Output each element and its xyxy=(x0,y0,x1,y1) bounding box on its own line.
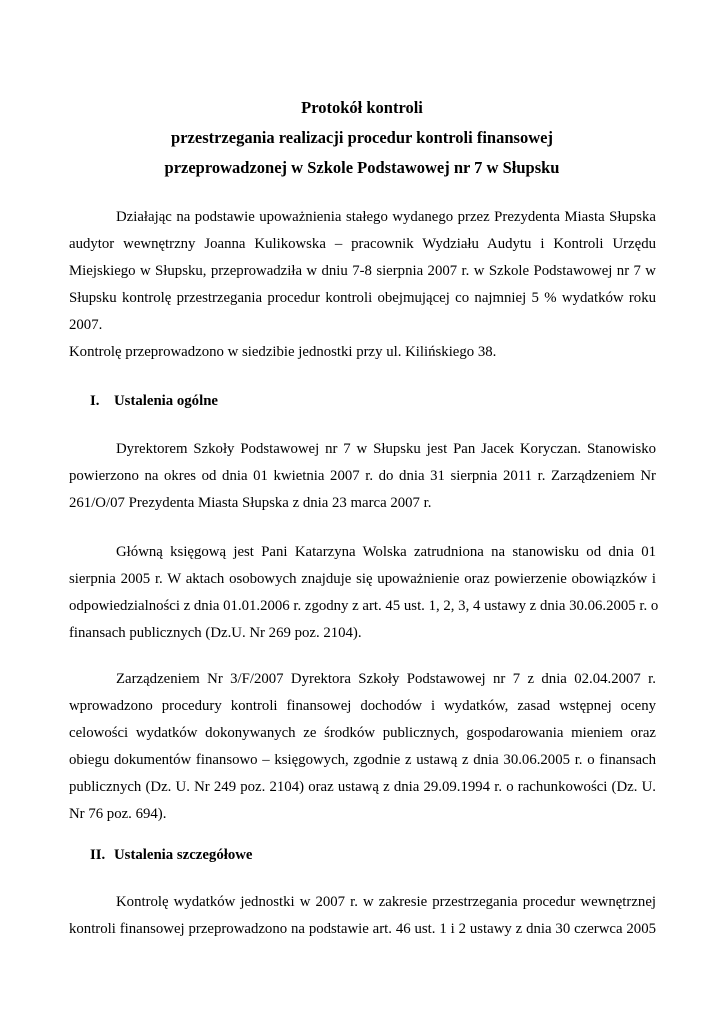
text-line: Dyrektorem Szkoły Podstawowej nr 7 w Słupsku jest Pan Jacek Koryczan. Stanowisko xyxy=(116,441,656,457)
document-title xyxy=(0,93,724,183)
text-line: finansach publicznych (Dz.U. Nr 269 poz. 2104). xyxy=(69,625,362,641)
title-line-1: Protokół kontroli xyxy=(301,98,423,117)
section-title: Ustalenia szczegółowe xyxy=(114,847,253,863)
text-line: Główną księgową jest Pani Katarzyna Wolska zatrudniona na stanowisku od dnia 01 xyxy=(116,544,656,560)
text-line: Zarządzeniem Nr 3/F/2007 Dyrektora Szkoły Podstawowej nr 7 z dnia 02.04.2007 r. xyxy=(116,671,656,687)
section1-paragraph-1 xyxy=(69,436,656,517)
text-line: powierzono na okres od dnia 01 kwietnia 2007 r. do dnia 31 sierpnia 2011 r. Zarządzeniem Nr xyxy=(69,468,656,484)
text-line: publicznych (Dz. U. Nr 249 poz. 2104) oraz ustawą z dnia 29.09.1994 r. o rachunkowości (Dz. U. xyxy=(69,779,656,795)
section-number: II. xyxy=(90,847,106,863)
intro-paragraph xyxy=(69,204,656,366)
section-heading-1 xyxy=(90,388,218,415)
text-line: celowości wydatków dokonywanych ze środków publicznych, gospodarowania mieniem oraz xyxy=(69,725,656,741)
title-line-2: przestrzegania realizacji procedur kontroli finansowej xyxy=(171,128,553,147)
section-title: Ustalenia ogólne xyxy=(114,393,218,409)
text-line: 2007. xyxy=(69,317,103,333)
text-line: Działając na podstawie upoważnienia stałego wydanego przez Prezydenta Miasta Słupska xyxy=(116,209,656,225)
text-line: wprowadzono procedury kontroli finansowej dochodów i wydatków, zasad wstępnej oceny xyxy=(69,698,656,714)
section-heading-2 xyxy=(90,842,252,869)
text-line: kontroli finansowej przeprowadzono na podstawie art. 46 ust. 1 i 2 ustawy z dnia 30 czerwca 2005 xyxy=(69,921,656,937)
section1-paragraph-3 xyxy=(69,666,656,828)
section2-paragraph-1 xyxy=(69,889,656,943)
section1-paragraph-2 xyxy=(69,539,659,647)
text-line: Nr 76 poz. 694). xyxy=(69,806,167,822)
text-line: audytor wewnętrzny Joanna Kulikowska – pracownik Wydziału Audytu i Kontroli Urzędu xyxy=(69,236,656,252)
title-line-3: przeprowadzonej w Szkole Podstawowej nr 7 w Słupsku xyxy=(164,158,560,177)
section-number: I. xyxy=(90,393,100,409)
text-line: Słupsku kontrolę przestrzegania procedur kontroli obejmującej co najmniej 5 % wydatków roku xyxy=(69,290,656,306)
text-line: odpowiedzialności z dnia 01.01.2006 r. zgodny z art. 45 ust. 1, 2, 3, 4 ustawy z dnia 30.06.2005 r. o xyxy=(69,598,659,614)
text-line: Kontrolę przeprowadzono w siedzibie jednostki przy ul. Kilińskiego 38. xyxy=(69,344,497,360)
text-line: Miejskiego w Słupsku, przeprowadziła w dniu 7-8 sierpnia 2007 r. w Szkole Podstawowej nr 7 w xyxy=(69,263,656,279)
text-line: Kontrolę wydatków jednostki w 2007 r. w zakresie przestrzegania procedur wewnętrznej xyxy=(116,894,656,910)
text-line: 261/O/07 Prezydenta Miasta Słupska z dnia 23 marca 2007 r. xyxy=(69,495,432,511)
text-line: obiegu dokumentów finansowo – księgowych, zgodnie z ustawą z dnia 30.06.2005 r. o finansach xyxy=(69,752,656,768)
text-line: sierpnia 2005 r. W aktach osobowych znajduje się upoważnienie oraz powierzenie obowiązków i xyxy=(69,571,656,587)
